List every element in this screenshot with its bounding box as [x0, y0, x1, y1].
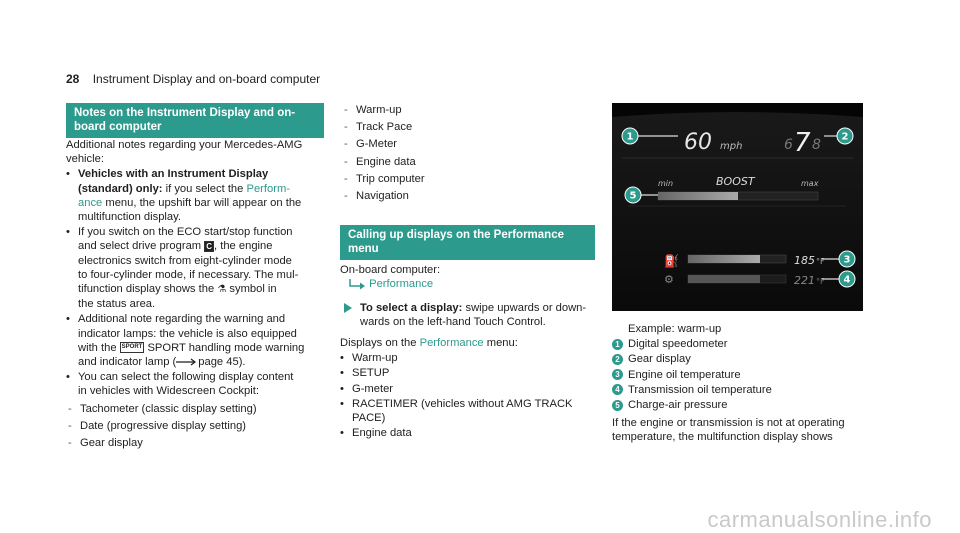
list-item: • Engine data	[340, 426, 595, 440]
continued-list	[342, 103, 595, 203]
caption-title: Example: warm-up	[628, 323, 722, 335]
figure-caption	[612, 322, 872, 445]
note-bullet-widescreen: • You can select the following display content in vehicles with Widescreen Cockpit:	[66, 370, 324, 398]
instrument-display-illustration	[612, 103, 863, 311]
sub-item: - G-Meter	[342, 137, 595, 151]
boost-bar-fill	[658, 192, 738, 200]
callout-1	[622, 128, 638, 144]
list-item: • SETUP	[340, 366, 595, 380]
caption-row: 2 Gear display	[612, 352, 872, 366]
menu-path	[340, 277, 595, 291]
intro-text: Additional notes regarding your Mercedes-AMG vehicle:	[66, 139, 303, 166]
watermark: carmanualsonline.info	[707, 506, 932, 532]
section-heading-notes: Notes on the Instrument Display and on- board computer	[66, 103, 324, 138]
section-heading-calling-up: Calling up displays on the Performance menu	[340, 225, 595, 260]
dashboard-svg	[612, 103, 863, 311]
page-number: 28	[66, 72, 80, 86]
step-select-display: To select a display: swipe upwards or down- wards on the left-hand Touch Control.	[340, 301, 595, 329]
operating-temp-note: If the engine or transmission is not at operating temperature, the multifunction display shows	[612, 417, 845, 444]
callout-3	[839, 251, 855, 267]
performance-link-cont[interactable]: ance	[78, 196, 103, 209]
gear-prev: 6	[784, 137, 793, 153]
trans-temp-value: 221	[794, 274, 815, 287]
page-reference-arrow-icon	[176, 358, 198, 366]
page-title: Instrument Display and on-board computer	[92, 72, 321, 86]
menu-path-arrow-icon	[348, 279, 366, 290]
sport-handling-icon: SPORT	[120, 342, 145, 353]
svg-text:3: 3	[843, 254, 851, 266]
note-bullet-eco: • If you switch on the ECO start/stop function and select drive program C , the engine electronics switch from eight-cylinder mode to four-cylinder mode, if necessary. The mul- tifunction display shows the ⚗ symbol in the status area.	[66, 225, 324, 311]
caption-row: 5 Charge-air pressure	[612, 398, 872, 412]
drive-program-c-icon: C	[206, 241, 213, 251]
callout-2	[837, 128, 853, 144]
list-item: • G-meter	[340, 382, 595, 396]
note-bullet-lamps: • Additional note regarding the warning and indicator lamps: the vehicle is also equipped with the SPORT SPORT handling mode warning and indicator lamp ( page 45).	[66, 312, 324, 369]
performance-link[interactable]: Perform-	[246, 182, 290, 195]
list-item: • RACETIMER (vehicles without AMG TRACK PACE)	[340, 397, 595, 425]
gear-current: 7	[794, 128, 811, 158]
boost-label: BOOST	[716, 175, 755, 188]
caption-row: 4 Transmission oil temperature	[612, 383, 872, 397]
speed-value: 60	[684, 130, 712, 155]
sub-item: - Navigation	[342, 189, 595, 203]
sub-item: - Tachometer (classic display setting)	[66, 402, 324, 416]
trans-temp-unit: °F	[816, 277, 825, 286]
list-item: • Warm-up	[340, 351, 595, 365]
svg-text:1: 1	[626, 131, 634, 143]
sub-item: - Trip computer	[342, 172, 595, 186]
displays-intro: Displays on the Performance menu:	[340, 337, 518, 350]
boost-min-label: min	[658, 179, 674, 188]
performance-menu-link-2[interactable]: Performance	[419, 337, 484, 350]
callout-5	[625, 187, 641, 203]
oil-temp-unit: °F	[816, 257, 825, 266]
sub-item: - Date (progressive display setting)	[66, 419, 324, 433]
step-arrow-icon	[344, 303, 352, 313]
gear-next: 8	[812, 137, 821, 153]
column-notes	[66, 103, 324, 450]
column-performance	[340, 103, 595, 440]
sub-item: - Engine data	[342, 155, 595, 169]
sub-item: - Gear display	[66, 436, 324, 450]
transmission-temp-icon: ⚙	[664, 274, 674, 286]
oil-temp-icon: ⛽	[664, 254, 679, 268]
sub-item: - Track Pace	[342, 120, 595, 134]
trans-temp-bar-fill	[688, 275, 760, 283]
svg-text:4: 4	[843, 274, 851, 286]
oil-temp-bar-fill	[688, 255, 760, 263]
performance-menu-link[interactable]: Performance	[369, 278, 434, 291]
caption-row: 1 Digital speedometer	[612, 337, 872, 351]
speed-unit: mph	[720, 141, 743, 152]
callout-4	[839, 271, 855, 287]
boost-max-label: max	[801, 179, 819, 188]
svg-text:5: 5	[629, 190, 637, 202]
note-bullet-upshift: • Vehicles with an Instrument Display (standard) only: if you select the Perform- ance menu, the upshift bar will appear on the multifunction display.	[66, 167, 324, 224]
page-header	[66, 72, 320, 86]
oil-temp-value: 185	[794, 254, 815, 267]
svg-text:2: 2	[841, 131, 849, 143]
caption-row: 3 Engine oil temperature	[612, 368, 872, 382]
computer-label: On-board computer:	[340, 264, 441, 277]
four-cylinder-icon: ⚗	[217, 284, 227, 296]
sub-item: - Warm-up	[342, 103, 595, 117]
